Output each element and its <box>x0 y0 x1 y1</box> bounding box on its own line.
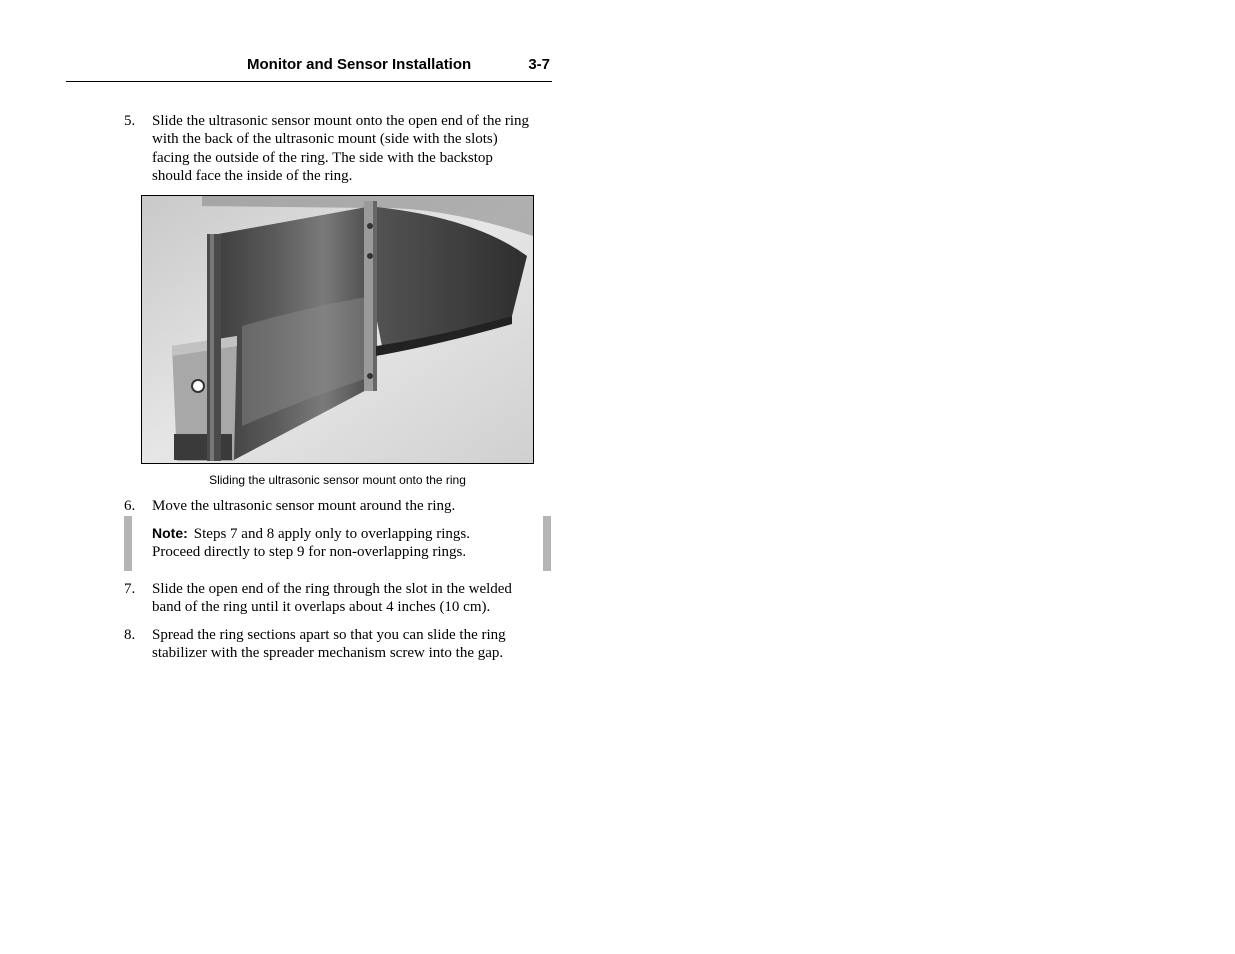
step-number: 6. <box>124 498 136 514</box>
ring-mount-illustration <box>142 196 533 463</box>
step-line: Slide the ultrasonic sensor mount onto the open end of the ring <box>152 113 530 129</box>
header-title: Monitor and Sensor Installation <box>247 56 472 73</box>
step-number: 7. <box>124 581 136 597</box>
step-line: stabilizer with the spreader mechanism screw into the gap. <box>152 645 504 662</box>
figure-caption: Sliding the ultrasonic sensor mount onto the ring <box>209 473 466 487</box>
step-text <box>152 112 552 186</box>
note-line-2: Proceed directly to step 9 for non-overlapping rings. <box>152 544 467 561</box>
step-line: facing the outside of the ring. The side with the backstop <box>152 149 493 166</box>
note-bar-right <box>543 516 551 571</box>
page-number: 3-7 <box>528 56 550 73</box>
step-text <box>152 626 552 663</box>
step-line: with the back of the ultrasonic mount (side with the slots) <box>152 131 498 148</box>
note-label: Note: <box>152 525 188 541</box>
step-line: Slide the open end of the ring through the slot in the welded <box>152 581 512 597</box>
step-line: should face the inside of the ring. <box>152 168 353 185</box>
step-line: Move the ultrasonic sensor mount around the ring. <box>152 498 456 514</box>
note-box <box>124 516 551 571</box>
step-number: 8. <box>124 627 136 643</box>
step-line: Spread the ring sections apart so that you can slide the ring <box>152 627 506 643</box>
note-line <box>152 524 532 543</box>
step-number: 5. <box>124 113 136 129</box>
step-text <box>152 580 552 617</box>
note-text <box>152 524 532 562</box>
note-line-1: Steps 7 and 8 apply only to overlapping rings. <box>193 526 470 542</box>
ring-mount-photo <box>141 195 534 464</box>
page-header <box>66 55 552 82</box>
step-text <box>152 497 552 515</box>
note-bar-left <box>124 516 132 571</box>
step-line: band of the ring until it overlaps about 4 inches (10 cm). <box>152 599 491 616</box>
